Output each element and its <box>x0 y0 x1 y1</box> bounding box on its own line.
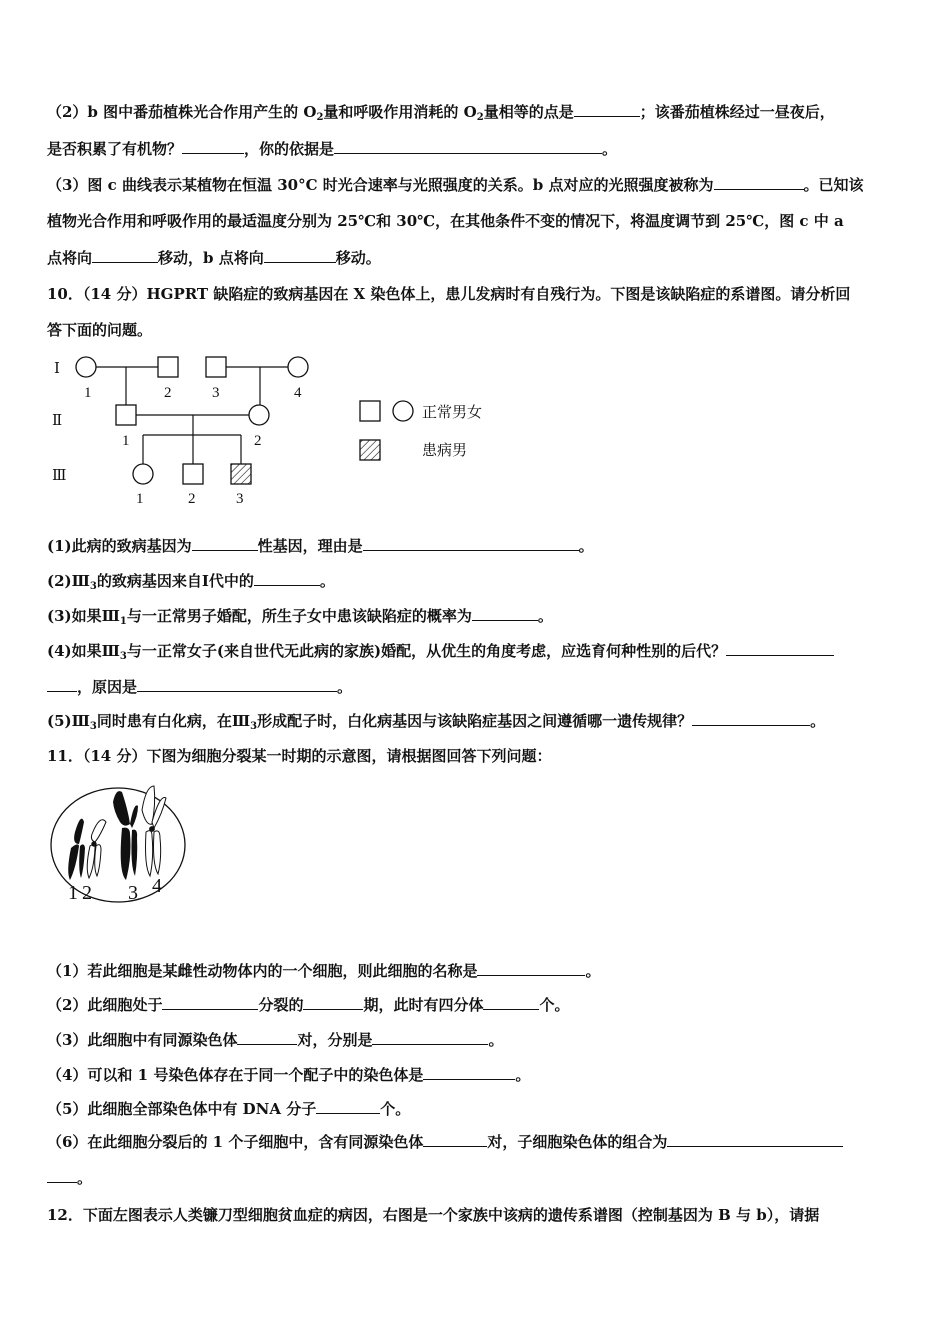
svg-text:2: 2 <box>254 433 262 449</box>
individual-II2 <box>249 405 269 425</box>
q11-intro: 11．（14 分）下图为细胞分裂某一时期的示意图，请根据图回答下列问题： <box>47 747 552 765</box>
answer-blank[interactable] <box>47 1168 77 1183</box>
answer-blank[interactable] <box>472 606 538 621</box>
individual-I4 <box>288 357 308 377</box>
q11-sub4: （4）可以和 1 号染色体存在于同一个配子中的染色体是 。 <box>47 1066 531 1084</box>
legend-affected-male-icon <box>360 440 380 460</box>
svg-text:1: 1 <box>136 491 144 507</box>
legend-normal-female-icon <box>393 401 413 421</box>
individual-I3 <box>206 357 226 377</box>
answer-blank[interactable] <box>237 1030 297 1045</box>
answer-blank[interactable] <box>162 995 258 1010</box>
q10-sub4-line1: (4)如果$Ⅲ_3$与一正常女子(来自世代无此病的家族)婚配，从优生的角度考虑，应选育何种性别的后代？ <box>47 640 834 668</box>
chromosome-label-2: 2 <box>82 882 92 904</box>
q9-part3-line3: 点将向 移动，b 点将向 移动。 <box>47 249 381 267</box>
legend-affected-label: 患病男 <box>422 443 468 459</box>
individual-III2 <box>183 464 203 484</box>
q9-part3-line2: 植物光合作用和呼吸作用的最适温度分别为 25℃和 30℃，在其他条件不变的情况下，将温度调节到 25℃，图 c 中 a <box>47 212 844 230</box>
generation-2-label: Ⅱ <box>52 413 63 429</box>
q10-sub1: (1)此病的致病基因为 性基因，理由是 。 <box>47 537 594 555</box>
q9-part3-line1: （3）图 c 曲线表示某植物在恒温 30°C 时光合速率与光照强度的关系。b 点对应的光照强度被称为 。已知该 <box>47 176 864 194</box>
pedigree-chart <box>40 345 520 520</box>
svg-text:3: 3 <box>212 385 220 401</box>
q11-sub6-line2: 。 <box>47 1167 92 1189</box>
q11-sub5: （5）此细胞全部染色体中有 DNA 分子 个。 <box>47 1100 411 1118</box>
answer-blank[interactable] <box>372 1030 488 1045</box>
chromosome-label-1: 1 <box>68 882 78 904</box>
q11-sub6-line1: （6）在此细胞分裂后的 1 个子细胞中，含有同源染色体 对，子细胞染色体的组合为 <box>47 1131 843 1153</box>
chromosome-label-3: 3 <box>128 882 138 904</box>
q10-sub5: $(5)Ⅲ_3$同时患有白化病，在$Ⅲ_3$形成配子时，白化病基因与该缺陷症基因之间遵循哪一遗传规律？ 。 <box>47 712 826 732</box>
generation-3-label: Ⅲ <box>52 468 67 484</box>
svg-text:1: 1 <box>84 385 92 401</box>
q11-sub1: （1）若此细胞是某雌性动物体内的一个细胞，则此细胞的名称是 。 <box>47 962 601 980</box>
q10-intro-line1: 10．（14 分）HGPRT 缺陷症的致病基因在 X 染色体上，患儿发病时有自残行为。下图是该缺陷症的系谱图。请分析回 <box>47 285 851 303</box>
individual-III1 <box>133 464 153 484</box>
answer-blank[interactable] <box>667 1132 843 1147</box>
answer-blank[interactable] <box>254 571 320 586</box>
q11-sub3: （3）此细胞中有同源染色体 对，分别是 。 <box>47 1031 504 1049</box>
individual-III3-affected <box>231 464 251 484</box>
svg-text:4: 4 <box>294 385 302 401</box>
svg-text:3: 3 <box>236 491 244 507</box>
q9-part2-line1: （2）b 图中番茄植株光合作用产生的 $O_2$量和呼吸作用消耗的 $O_2$量相等的点是 ；该番茄植株经过一昼夜后， <box>47 103 835 123</box>
answer-blank[interactable] <box>92 248 158 263</box>
q11-sub2: （2）此细胞处于 分裂的 期，此时有四分体 个。 <box>47 996 570 1014</box>
cell-division-figure <box>48 782 193 907</box>
answer-blank[interactable] <box>714 175 804 190</box>
q10-intro-line2: 答下面的问题。 <box>47 321 153 339</box>
q12-intro: 12．下面左图表示人类镰刀型细胞贫血症的病因，右图是一个家族中该病的遗传系谱图（控制基因为 B 与 b），请据 <box>47 1206 820 1224</box>
individual-I2 <box>158 357 178 377</box>
svg-text:1: 1 <box>122 433 130 449</box>
answer-blank[interactable] <box>363 536 579 551</box>
individual-I1 <box>76 357 96 377</box>
answer-blank[interactable] <box>726 641 834 656</box>
legend-normal-label: 正常男女 <box>422 405 483 421</box>
answer-blank[interactable] <box>137 677 337 692</box>
answer-blank[interactable] <box>192 536 258 551</box>
q10-sub3: (3)如果$Ⅲ_1$与一正常男子婚配，所生子女中患该缺陷症的概率为 。 <box>47 607 553 627</box>
svg-text:2: 2 <box>164 385 172 401</box>
answer-blank[interactable] <box>182 139 244 154</box>
individual-II1 <box>116 405 136 425</box>
answer-blank[interactable] <box>423 1132 487 1147</box>
answer-blank[interactable] <box>264 248 336 263</box>
q10-sub2: $(2)Ⅲ_3$的致病基因来自Ⅰ代中的 。 <box>47 572 335 592</box>
svg-text:2: 2 <box>188 491 196 507</box>
answer-blank[interactable] <box>423 1065 515 1080</box>
answer-blank[interactable] <box>692 711 810 726</box>
answer-blank[interactable] <box>483 995 539 1010</box>
answer-blank[interactable] <box>574 102 640 117</box>
answer-blank[interactable] <box>334 139 602 154</box>
generation-1-label: Ⅰ <box>54 361 60 377</box>
q9-part2-line2: 是否积累了有机物？ ，你的依据是 。 <box>47 140 618 158</box>
answer-blank[interactable] <box>47 677 77 692</box>
q10-sub4-line2: ，原因是 。 <box>47 676 352 698</box>
chromosome-label-4: 4 <box>152 875 162 897</box>
answer-blank[interactable] <box>303 995 363 1010</box>
legend-normal-male-icon <box>360 401 380 421</box>
answer-blank[interactable] <box>477 961 585 976</box>
answer-blank[interactable] <box>316 1099 380 1114</box>
